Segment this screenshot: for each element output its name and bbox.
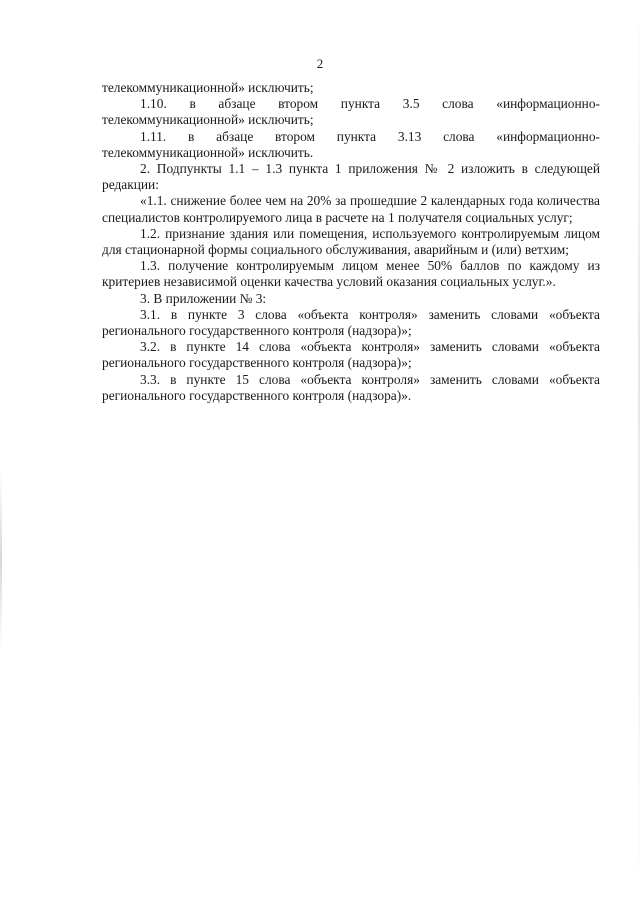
paragraph-item-1-2: 1.2. признание здания или помещения, используемого контролируемым лицом для стационарной формы социального обслуживания, аварийным и (или) ветхим;: [102, 225, 600, 258]
paragraph-item-3-3: 3.3. в пункте 15 слова «объекта контроля» заменить словами «объекта регионального государственного контроля (надзора)».: [102, 371, 600, 403]
scan-edge-left: [0, 470, 2, 650]
paragraph-item-3-2: 3.2. в пункте 14 слова «объекта контроля» заменить словами «объекта регионального государственного контроля (надзора)»;: [102, 339, 600, 371]
paragraph-continuation: телекоммуникационной» исключить;: [102, 80, 314, 95]
paragraph-item-1-10: 1.10. в абзаце втором пункта 3.5 слова «информационно-телекоммуникационной» исключить;: [102, 96, 600, 128]
page-number: 2: [316, 56, 324, 71]
paragraph-item-1-1-quote: «1.1. снижение более чем на 20% за прошедшие 2 календарных года количества специалистов контролируемого лица в расчете на 1 получателя социальных услуг;: [102, 193, 600, 225]
paragraph-item-2: 2. Подпункты 1.1 – 1.3 пункта 1 приложения № 2 изложить в следующей редакции:: [102, 161, 600, 193]
paragraph-item-3: 3. В приложении № 3:: [140, 290, 267, 306]
document-body: [102, 80, 600, 404]
paragraph-item-1-3: 1.3. получение контролируемым лицом менее 50% баллов по каждому из критериев независимой оценки качества условий оказания социальных услуг.».: [102, 258, 600, 290]
paragraph-item-1-11: 1.11. в абзаце втором пункта 3.13 слова «информационно-телекоммуникационной» исключить.: [102, 128, 600, 160]
paragraph-item-3-1: 3.1. в пункте 3 слова «объекта контроля» заменить словами «объекта регионального государственного контроля (надзора)»;: [102, 306, 600, 339]
